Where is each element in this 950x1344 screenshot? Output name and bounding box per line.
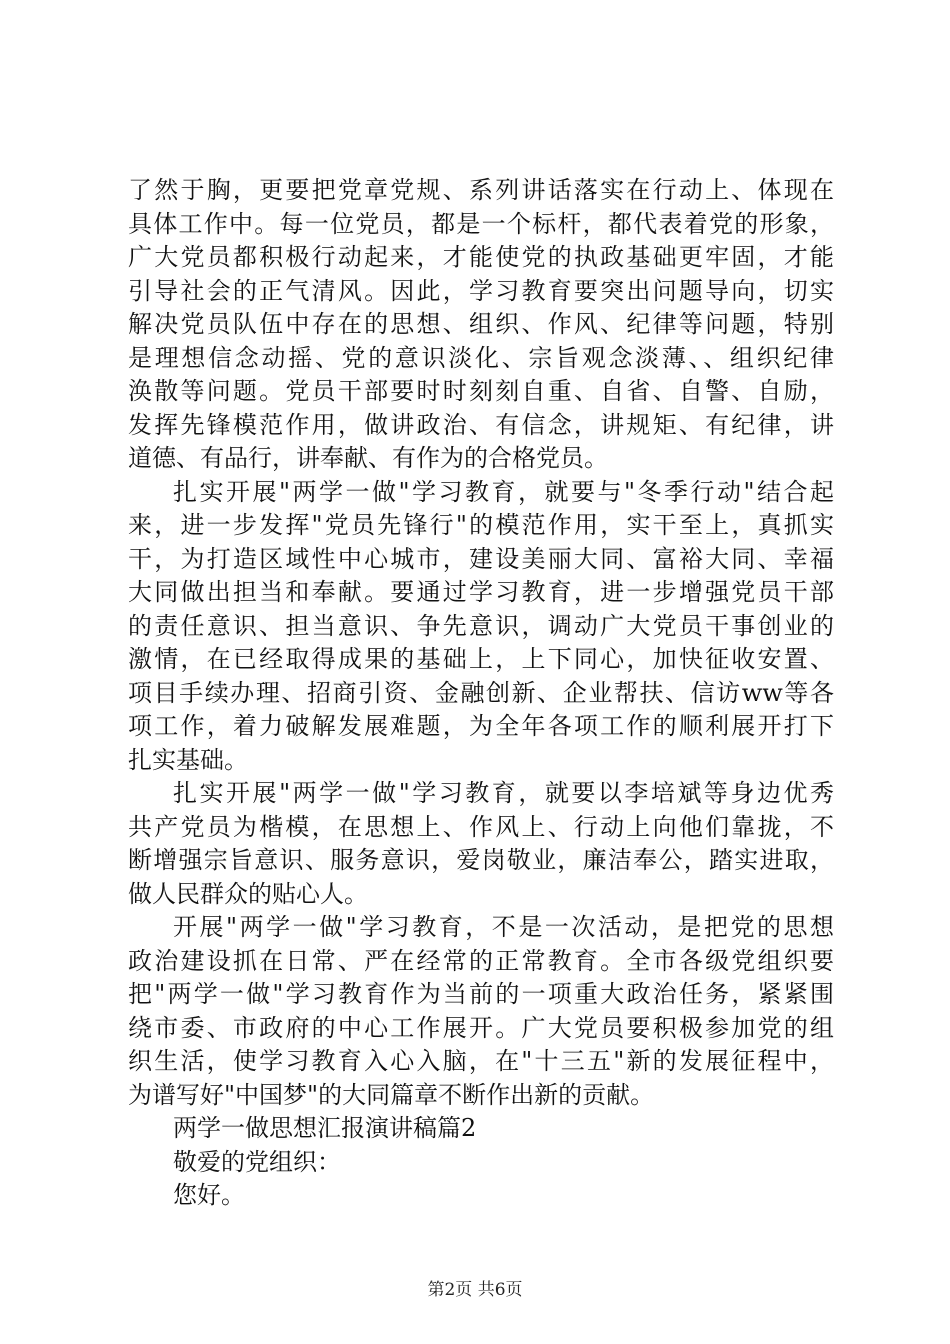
text-line: 的责任意识、担当意识、争先意识，调动广大党员干事创业的: [128, 611, 834, 640]
text-line: 政治建设抓在日常、严在经常的正常教育。全市各级党组织要: [128, 946, 834, 975]
page-footer: 第2页 共6页: [427, 1280, 523, 1300]
text-line: 广大党员都积极行动起来，才能使党的执政基础更牢固，才能: [128, 243, 834, 271]
paragraph: [128, 476, 834, 778]
text-line: 扎实开展"两学一做"学习教育，就要与"冬季行动"结合起: [173, 477, 834, 506]
paragraph: [128, 1146, 834, 1180]
text-line: 了然于胸，更要把党章党规、系列讲话落实在行动上、体现在: [128, 176, 834, 204]
text-line: 激情，在已经取得成果的基础上，上下同心，加快征收安置、: [128, 645, 834, 673]
paragraph: [128, 911, 834, 1112]
text-line: 项目手续办理、招商引资、金融创新、企业帮扶、信访ww等各: [128, 678, 834, 707]
text-line: 具体工作中。每一位党员，都是一个标杆，都代表着党的形象，: [128, 209, 834, 238]
text-line: 是理想信念动摇、党的意识淡化、宗旨观念淡薄、、组织纪律: [128, 343, 834, 372]
text-line: 您好。: [173, 1181, 245, 1209]
text-line: 来，进一步发挥"党员先锋行"的模范作用，实干至上，真抓实: [128, 511, 834, 539]
text-line: 大同做出担当和奉献。要通过学习教育，进一步增强党员干部: [128, 578, 834, 606]
text-line: 绕市委、市政府的中心工作展开。广大党员要积极参加党的组: [128, 1013, 834, 1042]
text-line: 道德、有品行，讲奉献、有作为的合格党员。: [128, 444, 608, 472]
paragraph: [128, 777, 834, 911]
text-line: 为谱写好"中国梦"的大同篇章不断作出新的贡献。: [128, 1080, 655, 1109]
text-line: 做人民群众的贴心人。: [128, 879, 368, 908]
document-body: [128, 174, 834, 1213]
text-line: 项工作，着力破解发展难题，为全年各项工作的顺利展开打下: [128, 712, 834, 740]
text-line: 织生活，使学习教育入心入脑，在"十三五"新的发展征程中，: [128, 1047, 834, 1075]
paragraph: [128, 1179, 834, 1213]
text-line: 断增强宗旨意识、服务意识，爱岗敬业，廉洁奉公，踏实进取，: [128, 846, 834, 874]
paragraph: [128, 174, 834, 476]
text-line: 扎实基础。: [128, 745, 248, 774]
text-line: 把"两学一做"学习教育作为当前的一项重大政治任务，紧紧围: [128, 980, 834, 1008]
text-line: 解决党员队伍中存在的思想、组织、作风、纪律等问题，特别: [128, 310, 834, 338]
text-line: 敬爱的党组织：: [173, 1147, 341, 1176]
text-line: 引导社会的正气清风。因此，学习教育要突出问题导向，切实: [128, 276, 834, 305]
text-line: 扎实开展"两学一做"学习教育，就要以李培斌等身边优秀: [173, 779, 834, 807]
text-line: 两学一做思想汇报演讲稿篇2: [173, 1114, 477, 1142]
text-line: 发挥先锋模范作用，做讲政治、有信念，讲规矩、有纪律，讲: [128, 410, 834, 439]
paragraph: [128, 1112, 834, 1146]
text-line: 涣散等问题。党员干部要时时刻刻自重、自省、自警、自励，: [128, 377, 834, 405]
text-line: 共产党员为楷模，在思想上、作风上、行动上向他们靠拢，不: [128, 812, 834, 841]
text-line: 干，为打造区域性中心城市，建设美丽大同、富裕大同、幸福: [128, 544, 834, 573]
text-line: 开展"两学一做"学习教育，不是一次活动，是把党的思想: [173, 913, 834, 941]
